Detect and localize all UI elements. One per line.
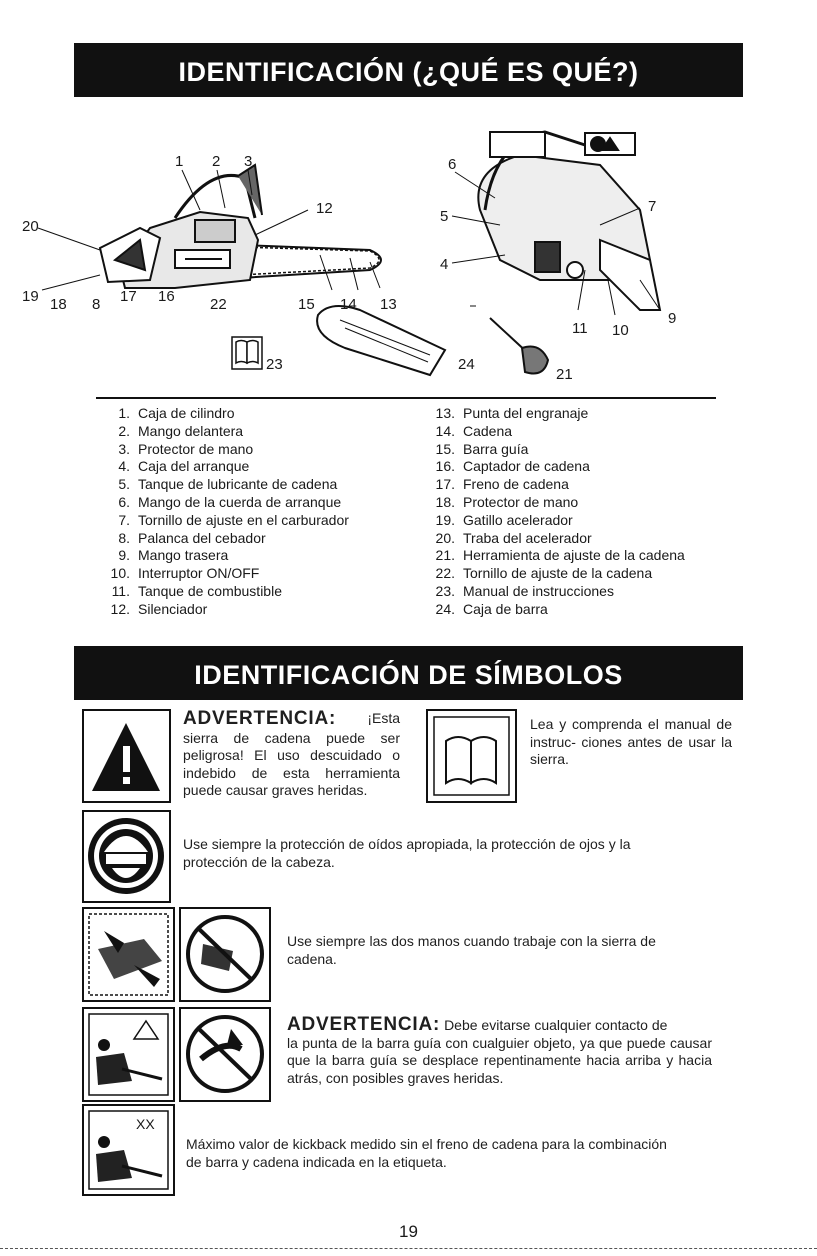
- part-item-left-7: [100, 512, 400, 530]
- part-item-right-6: [425, 494, 755, 512]
- no-one-hand-icon: [181, 909, 269, 1000]
- part-item-left-2: [100, 423, 400, 441]
- callout-5: 5: [440, 208, 449, 225]
- part-label: Protector de mano: [463, 493, 579, 510]
- part-item-right-10: [425, 565, 755, 583]
- part-item-right-9: [425, 547, 755, 565]
- warning-2-body: la punta de la barra guía con cualguier objeto, ya que puede causar que la barra guía se desplace repentinamente hacia arriba y hacia atrás, con posibles graves heridas.: [287, 1034, 712, 1086]
- manual-book-icon: [428, 711, 515, 801]
- guide-bar-case-illustration: [317, 306, 445, 375]
- chainsaw-diagram: [0, 110, 817, 400]
- part-label: Traba del acelerador: [463, 529, 592, 546]
- warning-2-text: [287, 1016, 712, 1087]
- callout-10: 10: [612, 322, 629, 339]
- part-number: 3.: [118, 440, 130, 457]
- part-number: 14.: [435, 422, 455, 439]
- part-item-left-9: [100, 547, 400, 565]
- part-label: Interruptor ON/OFF: [138, 565, 260, 582]
- part-label: Caja de barra: [463, 600, 548, 617]
- warning-2-lead: Debe evitarse cualquier contacto de: [444, 1017, 668, 1033]
- part-number: 19.: [435, 511, 455, 528]
- part-number: 5.: [118, 476, 130, 493]
- callout-3: 3: [244, 153, 253, 170]
- kickback-label: XX: [136, 1116, 155, 1132]
- part-number: 23.: [435, 582, 455, 599]
- kickback-warning-icon: [84, 1009, 173, 1100]
- part-item-right-4: [425, 458, 755, 476]
- part-item-right-7: [425, 512, 755, 530]
- callout-24: 24: [458, 356, 475, 373]
- part-item-right-2: [425, 423, 755, 441]
- two-hands-icon: [84, 909, 173, 1000]
- callout-20: 20: [22, 218, 39, 235]
- part-label: Cadena: [463, 422, 513, 439]
- part-item-right-1: [425, 405, 755, 423]
- chainsaw-angled-illustration: [478, 132, 660, 310]
- part-number: 15.: [435, 440, 455, 457]
- part-number: 24.: [435, 600, 455, 617]
- part-label: Freno de cadena: [463, 476, 569, 493]
- parts-list-right: [425, 405, 755, 619]
- part-label: Tornillo de ajuste de la cadena: [463, 565, 653, 582]
- kickback-value-icon: [84, 1106, 173, 1194]
- callout-8: 8: [92, 296, 101, 313]
- part-label: Captador de cadena: [463, 458, 590, 475]
- callout-19: 19: [22, 288, 39, 305]
- callout-6: 6: [448, 156, 457, 173]
- part-item-left-1: [100, 405, 400, 423]
- two-hands-box: [82, 907, 175, 1002]
- part-label: Caja de cilindro: [138, 405, 235, 421]
- chainsaw-side-illustration: [100, 165, 381, 288]
- part-label: Tornillo de ajuste en el carburador: [138, 511, 349, 528]
- part-label: Punta del engranaje: [463, 405, 589, 421]
- page-number: 19: [399, 1222, 418, 1241]
- part-number: 20.: [435, 529, 455, 546]
- callout-17: 17: [120, 288, 137, 305]
- part-label: Tanque de combustible: [138, 582, 282, 599]
- part-item-right-8: [425, 530, 755, 548]
- kickback-text: Máximo valor de kickback medido sin el freno de cadena para la combinación de barra y cadena indicada en la etiqueta.: [186, 1136, 667, 1170]
- part-item-left-11: [100, 583, 400, 601]
- callout-14: 14: [340, 296, 357, 313]
- part-label: Mango trasera: [138, 547, 229, 564]
- callout-22: 22: [210, 296, 227, 313]
- part-item-left-10: [100, 565, 400, 583]
- part-number: 17.: [435, 476, 455, 493]
- no-one-hand-box: [179, 907, 271, 1002]
- warning-2-title: ADVERTENCIA:: [287, 1014, 441, 1035]
- part-item-left-12: [100, 601, 400, 619]
- part-label: Barra guía: [463, 440, 529, 457]
- divider: [96, 397, 716, 399]
- part-item-right-12: [425, 601, 755, 619]
- part-number: 11.: [111, 582, 130, 599]
- part-item-right-3: [425, 441, 755, 459]
- part-number: 1.: [118, 405, 130, 421]
- part-item-right-5: [425, 476, 755, 494]
- callout-7: 7: [648, 198, 657, 215]
- callout-4: 4: [440, 256, 449, 273]
- callout-11: 11: [572, 320, 588, 337]
- part-item-left-4: [100, 458, 400, 476]
- callout-2: 2: [212, 153, 221, 170]
- part-number: 16.: [435, 458, 455, 475]
- manual-book-icon: [232, 337, 262, 369]
- warning-1-lead: ¡Esta: [367, 710, 400, 726]
- part-label: Palanca del cebador: [138, 529, 266, 546]
- part-number: 12.: [110, 600, 130, 617]
- warning-symbol-box: [82, 709, 171, 803]
- parts-list-left: [100, 405, 400, 619]
- callout-21: 21: [556, 366, 573, 383]
- part-number: 21.: [435, 547, 455, 564]
- callout-16: 16: [158, 288, 175, 305]
- page-title: IDENTIFICACIÓN (¿QUÉ ES QUÉ?): [74, 43, 743, 97]
- part-label: Caja del arranque: [138, 458, 250, 475]
- callout-1: 1: [175, 153, 184, 170]
- part-item-left-8: [100, 530, 400, 548]
- safety-gear-icon: [84, 812, 169, 901]
- part-item-left-6: [100, 494, 400, 512]
- symbols-title: IDENTIFICACIÓN DE SÍMBOLOS: [74, 646, 743, 700]
- part-number: 9.: [118, 547, 130, 564]
- no-tip-contact-icon: [181, 1009, 269, 1100]
- part-number: 2.: [118, 422, 130, 439]
- part-number: 7.: [118, 511, 130, 528]
- part-item-left-3: [100, 441, 400, 459]
- bottom-rule: [0, 1248, 817, 1249]
- callout-18: 18: [50, 296, 67, 313]
- callout-23: 23: [266, 356, 283, 373]
- part-number: 8.: [118, 529, 130, 546]
- part-label: Tanque de lubricante de cadena: [138, 476, 338, 493]
- part-item-left-5: [100, 476, 400, 494]
- callout-15: 15: [298, 296, 315, 313]
- callout-9: 9: [668, 310, 677, 327]
- part-number: 18.: [435, 493, 455, 510]
- kickback-value-box: [82, 1104, 175, 1196]
- adjustment-tool-illustration: [490, 318, 548, 374]
- no-tip-contact-box: [179, 1007, 271, 1102]
- manual-text: Lea y comprenda el manual de instruc- ciones antes de usar la sierra.: [530, 716, 732, 767]
- warning-1-body: sierra de cadena puede ser peligrosa! El uso descuidado o indebido de esta herramienta puede causar graves heridas.: [183, 729, 400, 798]
- part-number: 6.: [118, 493, 130, 510]
- part-label: Silenciador: [138, 600, 208, 617]
- part-number: 13.: [435, 405, 455, 421]
- two-hands-text: Use siempre las dos manos cuando trabaje con la sierra de cadena.: [287, 933, 656, 967]
- warning-triangle-icon: [84, 711, 169, 801]
- kickback-warning-box: [82, 1007, 175, 1102]
- part-number: 10.: [110, 565, 130, 582]
- warning-1-text: [183, 710, 400, 800]
- part-number: 22.: [435, 565, 455, 582]
- part-label: Manual de instrucciones: [463, 582, 614, 599]
- part-number: 4.: [118, 458, 130, 475]
- callout-12: 12: [316, 200, 333, 217]
- part-label: Herramienta de ajuste de la cadena: [463, 547, 685, 564]
- manual-symbol-box: [426, 709, 517, 803]
- part-label: Mango delantera: [138, 422, 244, 439]
- protection-text: Use siempre la protección de oídos apropiada, la protección de ojos y la protección de la cabeza.: [183, 836, 631, 870]
- part-item-right-11: [425, 583, 755, 601]
- safety-gear-box: [82, 810, 171, 903]
- parts-diagram: [0, 110, 817, 400]
- part-label: Gatillo acelerador: [463, 511, 573, 528]
- part-label: Protector de mano: [138, 440, 254, 457]
- callout-13: 13: [380, 296, 397, 313]
- part-label: Mango de la cuerda de arranque: [138, 493, 342, 510]
- warning-1-title: ADVERTENCIA:: [183, 708, 337, 729]
